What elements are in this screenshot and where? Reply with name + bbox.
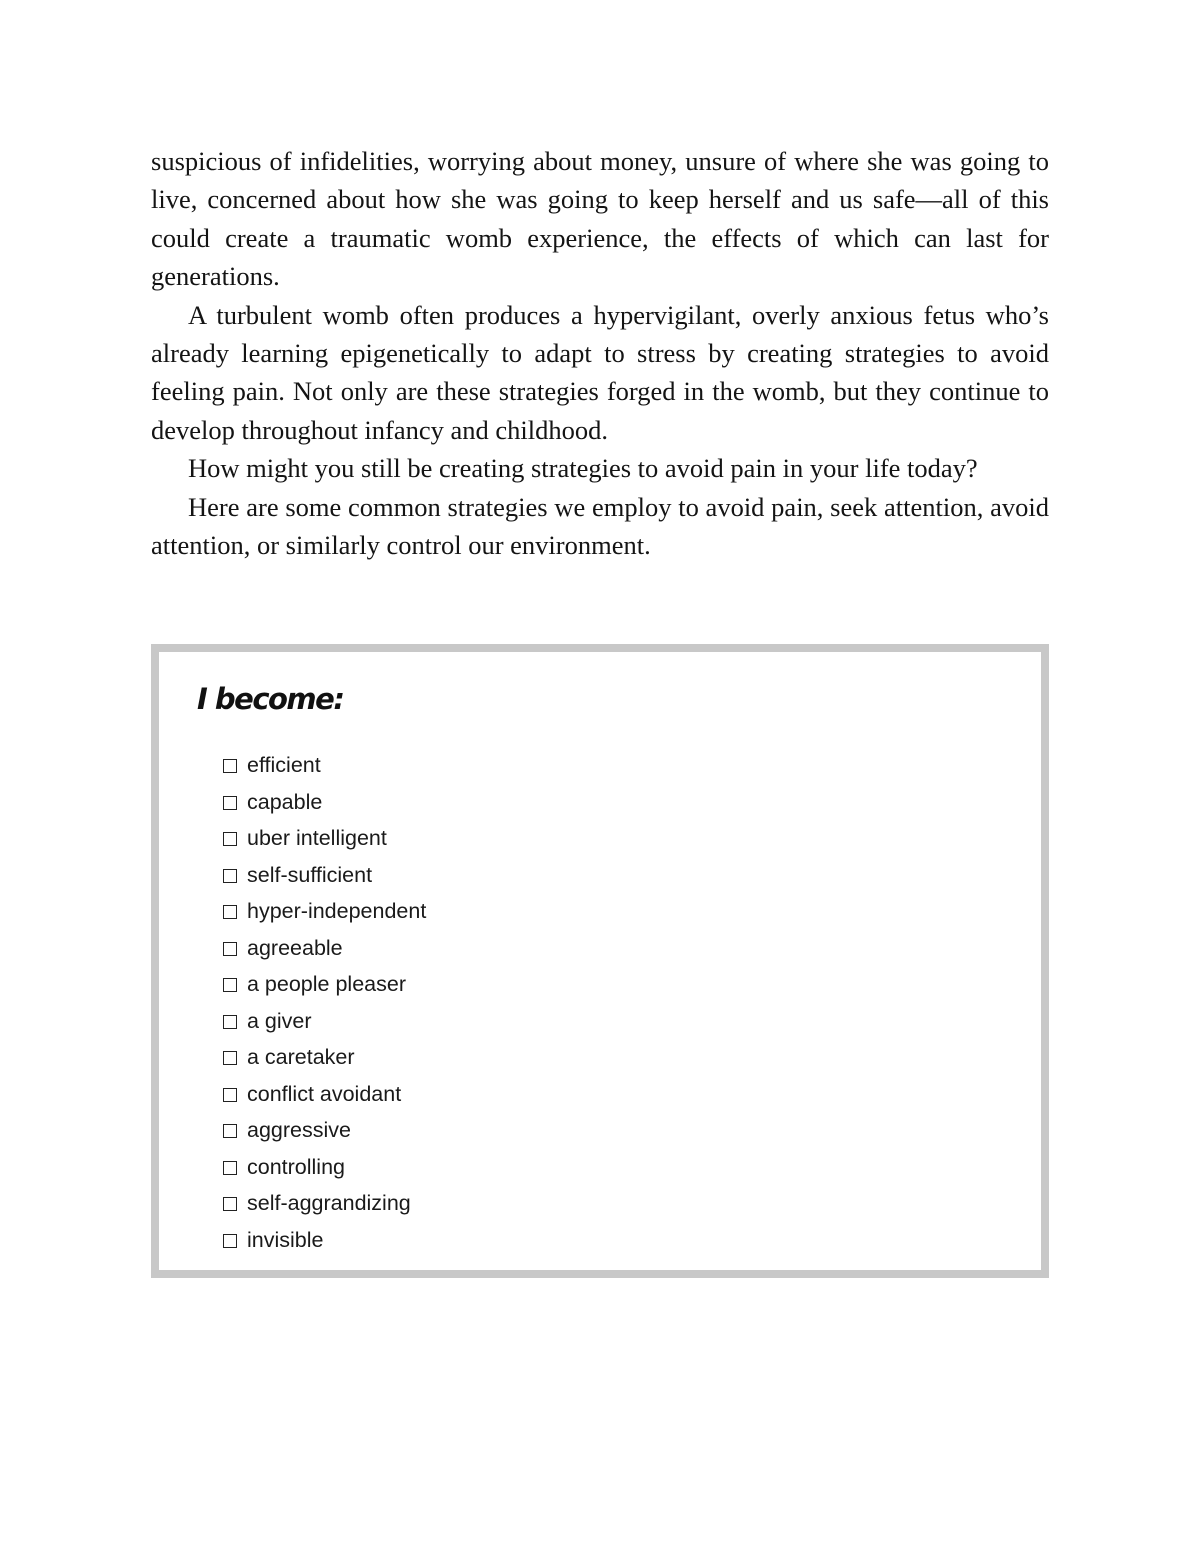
checklist-item[interactable]	[222, 857, 426, 894]
checkbox-icon[interactable]	[223, 1197, 237, 1211]
checkbox-icon[interactable]	[223, 1124, 237, 1138]
checklist-box	[151, 644, 1049, 1278]
checkbox-icon[interactable]	[223, 1088, 237, 1102]
checkbox-icon[interactable]	[223, 1234, 237, 1248]
checkbox-icon[interactable]	[223, 869, 237, 883]
checklist-item[interactable]	[222, 1076, 426, 1113]
checklist-item-label: self-aggrandizing	[247, 1191, 411, 1215]
checklist-item-label: aggressive	[247, 1118, 351, 1142]
body-text	[151, 142, 1049, 564]
checklist-item[interactable]	[222, 893, 426, 930]
checklist-item[interactable]	[222, 1149, 426, 1186]
checklist	[222, 747, 426, 1258]
checklist-item-label: agreeable	[247, 935, 343, 960]
checklist-item[interactable]	[222, 784, 426, 821]
checkbox-icon[interactable]	[223, 978, 237, 992]
paragraph: A turbulent womb often produces a hypervigilant, overly anxious fetus who’s already learning epigenetically to adapt to stress by creating strategies to avoid feeling pain. Not only are these strategies forged in the womb, but they continue to develop throughout infancy and childhood.	[151, 299, 1049, 445]
paragraph-question: How might you still be creating strategies to avoid pain in your life today?	[188, 453, 978, 484]
checklist-item-label: hyper-independent	[247, 899, 427, 923]
checkbox-icon[interactable]	[223, 905, 237, 919]
paragraph-continued: suspicious of infidelities, worrying about money, unsure of where she was going to live, concerned about how she was going to keep herself and us safe—all of this could create a traumatic womb experience, the effects of which can last for generations.	[151, 146, 1049, 292]
checklist-item-label: capable	[247, 789, 323, 814]
checklist-item-label: efficient	[247, 753, 321, 777]
paragraph: Here are some common strategies we employ to avoid pain, seek attention, avoid attention, or similarly control our environment.	[151, 491, 1049, 561]
checklist-title: I become:	[197, 682, 344, 716]
checklist-item[interactable]	[222, 1222, 426, 1259]
checklist-item-label: invisible	[247, 1227, 324, 1252]
checklist-item[interactable]	[222, 1039, 426, 1076]
checklist-item-label: a caretaker	[247, 1045, 355, 1069]
checklist-item-label: uber intelligent	[247, 826, 387, 850]
checklist-item[interactable]	[222, 1185, 426, 1222]
checklist-item[interactable]	[222, 1112, 426, 1149]
checklist-item-label: self-sufficient	[247, 862, 373, 887]
checklist-item[interactable]	[222, 1003, 426, 1040]
checkbox-icon[interactable]	[223, 796, 237, 810]
checklist-item[interactable]	[222, 820, 426, 857]
checklist-item-label: a giver	[247, 1008, 312, 1033]
checkbox-icon[interactable]	[223, 942, 237, 956]
checkbox-icon[interactable]	[223, 1015, 237, 1029]
checklist-item-label: controlling	[247, 1154, 345, 1179]
checklist-item[interactable]	[222, 747, 426, 784]
checkbox-icon[interactable]	[223, 1051, 237, 1065]
checkbox-icon[interactable]	[223, 832, 237, 846]
checklist-item[interactable]	[222, 930, 426, 967]
checklist-item[interactable]	[222, 966, 426, 1003]
checklist-item-label: conflict avoidant	[247, 1081, 402, 1106]
checklist-item-label: a people pleaser	[247, 972, 406, 996]
checkbox-icon[interactable]	[223, 759, 237, 773]
checkbox-icon[interactable]	[223, 1161, 237, 1175]
